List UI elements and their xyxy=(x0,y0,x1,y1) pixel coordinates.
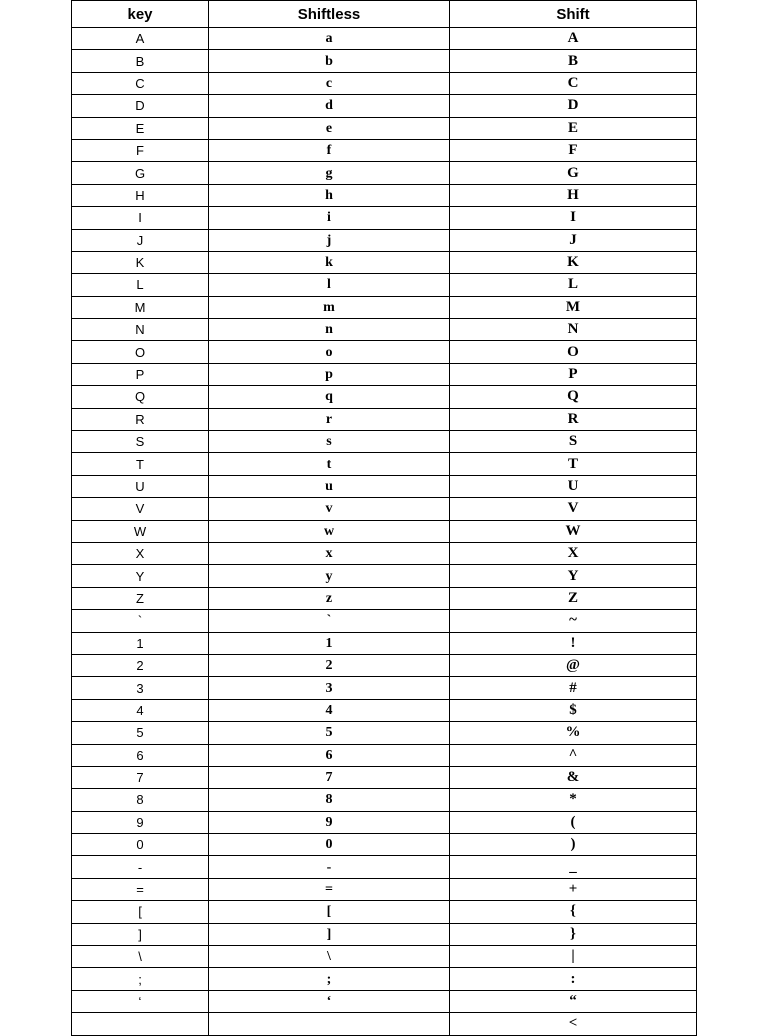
cell-shiftless: v xyxy=(209,498,450,520)
cell-key: U xyxy=(72,475,209,497)
cell-key: 7 xyxy=(72,766,209,788)
cell-shift: N xyxy=(450,319,697,341)
cell-key: W xyxy=(72,520,209,542)
table-row xyxy=(72,901,697,923)
cell-shift: } xyxy=(450,923,697,945)
cell-shift: M xyxy=(450,296,697,318)
cell-key: N xyxy=(72,319,209,341)
cell-key: J xyxy=(72,229,209,251)
table-row xyxy=(72,744,697,766)
cell-shift: O xyxy=(450,341,697,363)
cell-key: I xyxy=(72,207,209,229)
cell-shift: R xyxy=(450,408,697,430)
table-row xyxy=(72,184,697,206)
cell-shift: | xyxy=(450,946,697,968)
cell-key: R xyxy=(72,408,209,430)
cell-key: Y xyxy=(72,565,209,587)
cell-shift: J xyxy=(450,229,697,251)
cell-shift: T xyxy=(450,453,697,475)
table-row xyxy=(72,50,697,72)
table-row xyxy=(72,363,697,385)
table-row xyxy=(72,296,697,318)
cell-shiftless: c xyxy=(209,72,450,94)
cell-shiftless: l xyxy=(209,274,450,296)
header-row xyxy=(72,1,697,28)
table-row xyxy=(72,946,697,968)
cell-shift: S xyxy=(450,431,697,453)
cell-shiftless: 5 xyxy=(209,722,450,744)
table-row xyxy=(72,117,697,139)
cell-shift: Q xyxy=(450,386,697,408)
table-row xyxy=(72,28,697,50)
cell-shift: C xyxy=(450,72,697,94)
cell-shiftless: ] xyxy=(209,923,450,945)
cell-key: K xyxy=(72,251,209,273)
cell-shiftless: n xyxy=(209,319,450,341)
cell-shift: ^ xyxy=(450,744,697,766)
cell-shift: E xyxy=(450,117,697,139)
cell-shiftless: q xyxy=(209,386,450,408)
cell-shift: ~ xyxy=(450,610,697,632)
cell-key: ` xyxy=(72,610,209,632)
cell-shiftless: u xyxy=(209,475,450,497)
cell-key: 9 xyxy=(72,811,209,833)
cell-shift: P xyxy=(450,363,697,385)
table-row xyxy=(72,632,697,654)
cell-shiftless: ` xyxy=(209,610,450,632)
table-row xyxy=(72,968,697,990)
cell-shift: ( xyxy=(450,811,697,833)
cell-shiftless: \ xyxy=(209,946,450,968)
table-row xyxy=(72,207,697,229)
cell-key: - xyxy=(72,856,209,878)
table-row xyxy=(72,319,697,341)
cell-shift: “ xyxy=(450,990,697,1012)
cell-shift: $ xyxy=(450,699,697,721)
cell-shift: K xyxy=(450,251,697,273)
cell-shiftless: 2 xyxy=(209,654,450,676)
cell-shift: _ xyxy=(450,856,697,878)
header-key: key xyxy=(72,1,209,28)
cell-shiftless: f xyxy=(209,139,450,161)
cell-key: ] xyxy=(72,923,209,945)
table-row xyxy=(72,923,697,945)
cell-shift: L xyxy=(450,274,697,296)
cell-key: Q xyxy=(72,386,209,408)
cell-key: 4 xyxy=(72,699,209,721)
cell-shiftless: - xyxy=(209,856,450,878)
cell-key: B xyxy=(72,50,209,72)
cell-key: L xyxy=(72,274,209,296)
cell-shiftless: p xyxy=(209,363,450,385)
cell-shift: ! xyxy=(450,632,697,654)
table-row xyxy=(72,811,697,833)
cell-key: C xyxy=(72,72,209,94)
table-row xyxy=(72,722,697,744)
cell-shift: I xyxy=(450,207,697,229)
cell-key: S xyxy=(72,431,209,453)
cell-key: M xyxy=(72,296,209,318)
table-row xyxy=(72,341,697,363)
table-row xyxy=(72,386,697,408)
table-row xyxy=(72,453,697,475)
cell-key: \ xyxy=(72,946,209,968)
table-body xyxy=(72,28,697,1036)
cell-shift: @ xyxy=(450,654,697,676)
cell-key: 6 xyxy=(72,744,209,766)
table-row xyxy=(72,990,697,1012)
table-row xyxy=(72,251,697,273)
cell-shiftless: s xyxy=(209,431,450,453)
cell-key: 3 xyxy=(72,677,209,699)
table-row xyxy=(72,475,697,497)
cell-shiftless: b xyxy=(209,50,450,72)
cell-shift: * xyxy=(450,789,697,811)
table-row xyxy=(72,587,697,609)
cell-key: 5 xyxy=(72,722,209,744)
cell-shiftless: 9 xyxy=(209,811,450,833)
cell-shiftless: a xyxy=(209,28,450,50)
cell-key: ; xyxy=(72,968,209,990)
cell-shiftless: = xyxy=(209,878,450,900)
table-row xyxy=(72,498,697,520)
table-row xyxy=(72,834,697,856)
table-row xyxy=(72,408,697,430)
cell-shift: { xyxy=(450,901,697,923)
cell-key: ‘ xyxy=(72,990,209,1012)
cell-shift: W xyxy=(450,520,697,542)
cell-key: X xyxy=(72,542,209,564)
cell-key: H xyxy=(72,184,209,206)
cell-key: = xyxy=(72,878,209,900)
cell-shiftless: d xyxy=(209,95,450,117)
cell-shift: X xyxy=(450,542,697,564)
cell-shift: & xyxy=(450,766,697,788)
cell-shiftless: ; xyxy=(209,968,450,990)
table-row xyxy=(72,610,697,632)
cell-shiftless: ‘ xyxy=(209,990,450,1012)
cell-shiftless: x xyxy=(209,542,450,564)
cell-key: [ xyxy=(72,901,209,923)
cell-shift: + xyxy=(450,878,697,900)
header-shift: Shift xyxy=(450,1,697,28)
cell-shift: Z xyxy=(450,587,697,609)
cell-shiftless: k xyxy=(209,251,450,273)
cell-shiftless: h xyxy=(209,184,450,206)
cell-shift: F xyxy=(450,139,697,161)
cell-key: 2 xyxy=(72,654,209,676)
cell-key: G xyxy=(72,162,209,184)
cell-shift: < xyxy=(450,1013,697,1035)
cell-key: 0 xyxy=(72,834,209,856)
cell-key: F xyxy=(72,139,209,161)
header-shiftless: Shiftless xyxy=(209,1,450,28)
cell-shiftless: z xyxy=(209,587,450,609)
cell-shiftless: 7 xyxy=(209,766,450,788)
table-row xyxy=(72,654,697,676)
table-row xyxy=(72,520,697,542)
cell-shiftless: y xyxy=(209,565,450,587)
cell-shiftless: j xyxy=(209,229,450,251)
table-row xyxy=(72,542,697,564)
cell-key: 8 xyxy=(72,789,209,811)
cell-shift: A xyxy=(450,28,697,50)
cell-key: T xyxy=(72,453,209,475)
cell-shiftless: 4 xyxy=(209,699,450,721)
table-row xyxy=(72,162,697,184)
cell-key: E xyxy=(72,117,209,139)
cell-shift: B xyxy=(450,50,697,72)
cell-shift: Y xyxy=(450,565,697,587)
cell-shiftless: e xyxy=(209,117,450,139)
table-row xyxy=(72,72,697,94)
cell-key: O xyxy=(72,341,209,363)
table-row xyxy=(72,565,697,587)
table-row xyxy=(72,699,697,721)
cell-shift: V xyxy=(450,498,697,520)
cell-shiftless: 6 xyxy=(209,744,450,766)
cell-shift: : xyxy=(450,968,697,990)
cell-shift: U xyxy=(450,475,697,497)
cell-shiftless: [ xyxy=(209,901,450,923)
cell-key: D xyxy=(72,95,209,117)
cell-shiftless: 1 xyxy=(209,632,450,654)
cell-key: Z xyxy=(72,587,209,609)
cell-shiftless: g xyxy=(209,162,450,184)
key-mapping-table xyxy=(71,0,697,1036)
cell-key: V xyxy=(72,498,209,520)
cell-shiftless: 0 xyxy=(209,834,450,856)
cell-shiftless: o xyxy=(209,341,450,363)
cell-shiftless: m xyxy=(209,296,450,318)
cell-shiftless: r xyxy=(209,408,450,430)
table-row xyxy=(72,677,697,699)
cell-shift: ) xyxy=(450,834,697,856)
cell-shiftless: i xyxy=(209,207,450,229)
cell-shiftless: w xyxy=(209,520,450,542)
table-row xyxy=(72,789,697,811)
cell-shift: # xyxy=(450,677,697,699)
table-row xyxy=(72,95,697,117)
cell-key: P xyxy=(72,363,209,385)
table-row xyxy=(72,274,697,296)
cell-key: A xyxy=(72,28,209,50)
table-row xyxy=(72,878,697,900)
cell-shiftless: 8 xyxy=(209,789,450,811)
cell-shiftless: 3 xyxy=(209,677,450,699)
table-row xyxy=(72,139,697,161)
table-row xyxy=(72,229,697,251)
table-row xyxy=(72,431,697,453)
cell-shift: G xyxy=(450,162,697,184)
cell-shift: H xyxy=(450,184,697,206)
cell-shift: D xyxy=(450,95,697,117)
table-row xyxy=(72,856,697,878)
cell-shiftless: t xyxy=(209,453,450,475)
cell-key: 1 xyxy=(72,632,209,654)
table-row xyxy=(72,766,697,788)
cell-shift: % xyxy=(450,722,697,744)
table-header xyxy=(72,1,697,28)
